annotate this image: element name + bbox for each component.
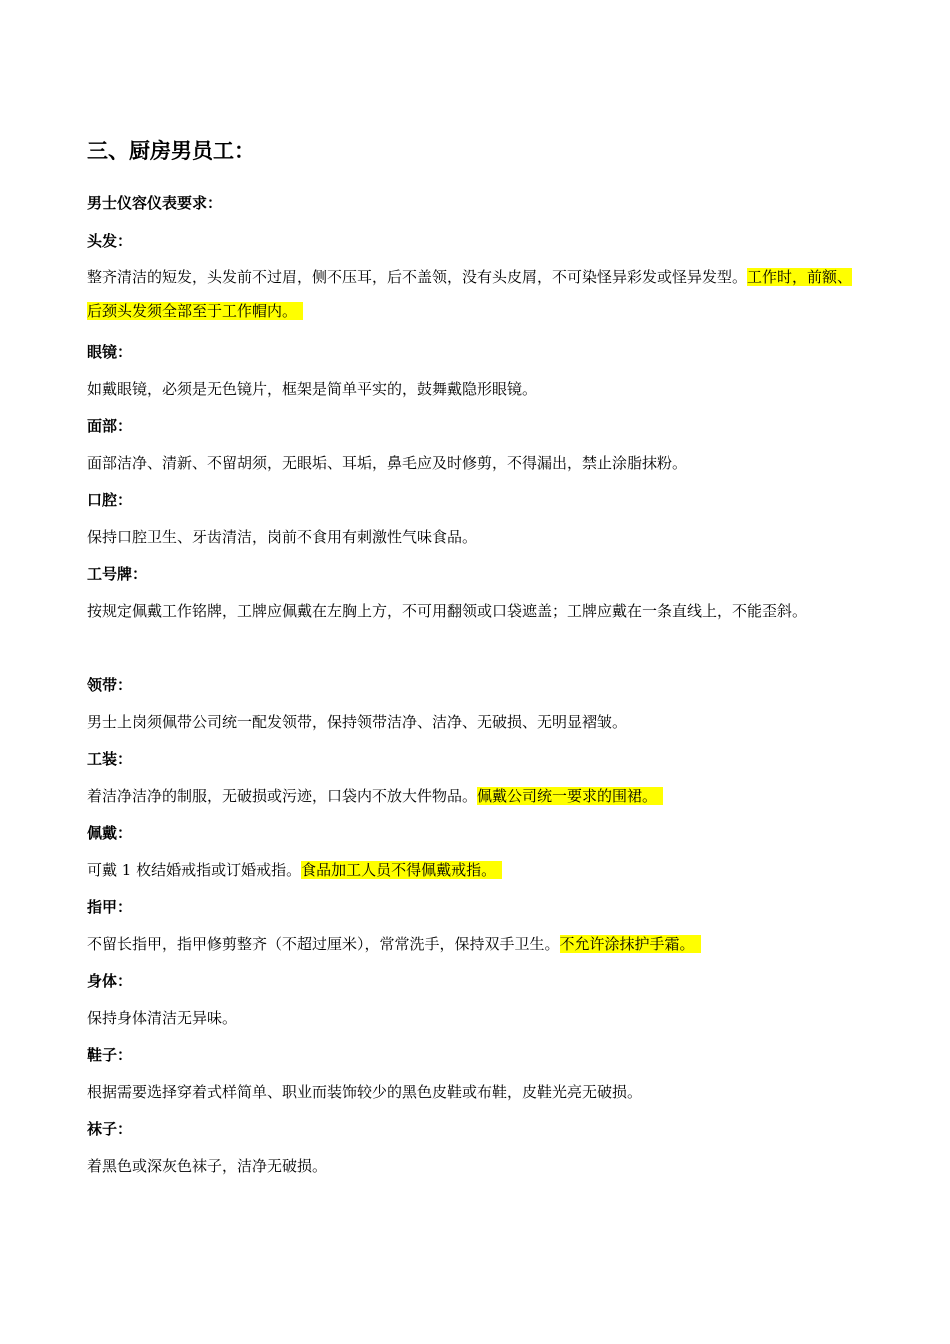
section-body: 如戴眼镜，必须是无色镜片，框架是简单平实的，鼓舞戴隐形眼镜。 [87, 380, 538, 398]
section-text-mouth [87, 520, 865, 554]
section-text-nails [87, 927, 865, 961]
section-text-tie [87, 705, 865, 739]
highlighted-text: 佩戴公司统一要求的围裙。 [477, 787, 663, 805]
section-body: 不留长指甲，指甲修剪整齐（不超过厘米），常常洗手，保持双手卫生。 [87, 935, 560, 953]
section-body: 整齐清洁的短发，头发前不过眉，侧不压耳，后不盖领，没有头皮屑，不可染怪异彩发或怪异发型。 [87, 268, 748, 286]
section-text-uniform [87, 779, 865, 813]
highlighted-text: 不允许涂抹护手霜。 [560, 935, 701, 953]
section-body: 可戴 1 枚结婚戒指或订婚戒指。 [87, 861, 302, 879]
section-heading-tie: 领带： [87, 676, 133, 694]
section-heading-glasses: 眼镜： [87, 343, 133, 361]
section-text-badge [87, 594, 865, 628]
section-text-face [87, 446, 865, 480]
section-text-hair [87, 260, 865, 328]
section-heading-body: 身体： [87, 972, 133, 990]
section-body: 男士上岗须佩带公司统一配发领带，保持领带洁净、洁净、无破损、无明显褶皱。 [87, 713, 628, 731]
section-heading-shoes: 鞋子： [87, 1046, 133, 1064]
page-title: 三、厨房男员工： [87, 138, 255, 163]
section-heading-uniform: 工装： [87, 750, 133, 768]
section-text-socks [87, 1149, 865, 1183]
section-text-accessories [87, 853, 865, 887]
section-body: 按规定佩戴工作铭牌，工牌应佩戴在左胸上方，不可用翻领或口袋遮盖；工牌应戴在一条直线上，不能歪斜。 [87, 602, 808, 620]
section-text-shoes [87, 1075, 865, 1109]
section-heading-mouth: 口腔： [87, 491, 133, 509]
highlighted-text: 工作时，前额、后颈头发须全部至于工作帽内。 [87, 268, 853, 320]
section-heading-face: 面部： [87, 417, 133, 435]
section-body: 保持身体清洁无异味。 [87, 1009, 238, 1027]
highlighted-text: 食品加工人员不得佩戴戒指。 [301, 861, 502, 879]
section-text-glasses [87, 372, 865, 406]
section-body: 保持口腔卫生、牙齿清洁，岗前不食用有刺激性气味食品。 [87, 528, 478, 546]
section-text-body [87, 1001, 865, 1035]
section-heading-hair: 头发： [87, 232, 133, 250]
section-body: 着黑色或深灰色袜子，洁净无破损。 [87, 1157, 328, 1175]
section-body: 面部洁净、清新、不留胡须，无眼垢、耳垢，鼻毛应及时修剪，不得漏出，禁止涂脂抹粉。 [87, 454, 688, 472]
section-heading-nails: 指甲： [87, 898, 133, 916]
section-heading-socks: 袜子： [87, 1120, 133, 1138]
section-body: 根据需要选择穿着式样简单、职业而装饰较少的黑色皮鞋或布鞋，皮鞋光亮无破损。 [87, 1083, 643, 1101]
intro-heading: 男士仪容仪表要求： [87, 194, 223, 212]
section-heading-accessories: 佩戴： [87, 824, 133, 842]
section-body: 着洁净洁净的制服，无破损或污迹，口袋内不放大件物品。 [87, 787, 478, 805]
section-heading-badge: 工号牌： [87, 565, 148, 583]
